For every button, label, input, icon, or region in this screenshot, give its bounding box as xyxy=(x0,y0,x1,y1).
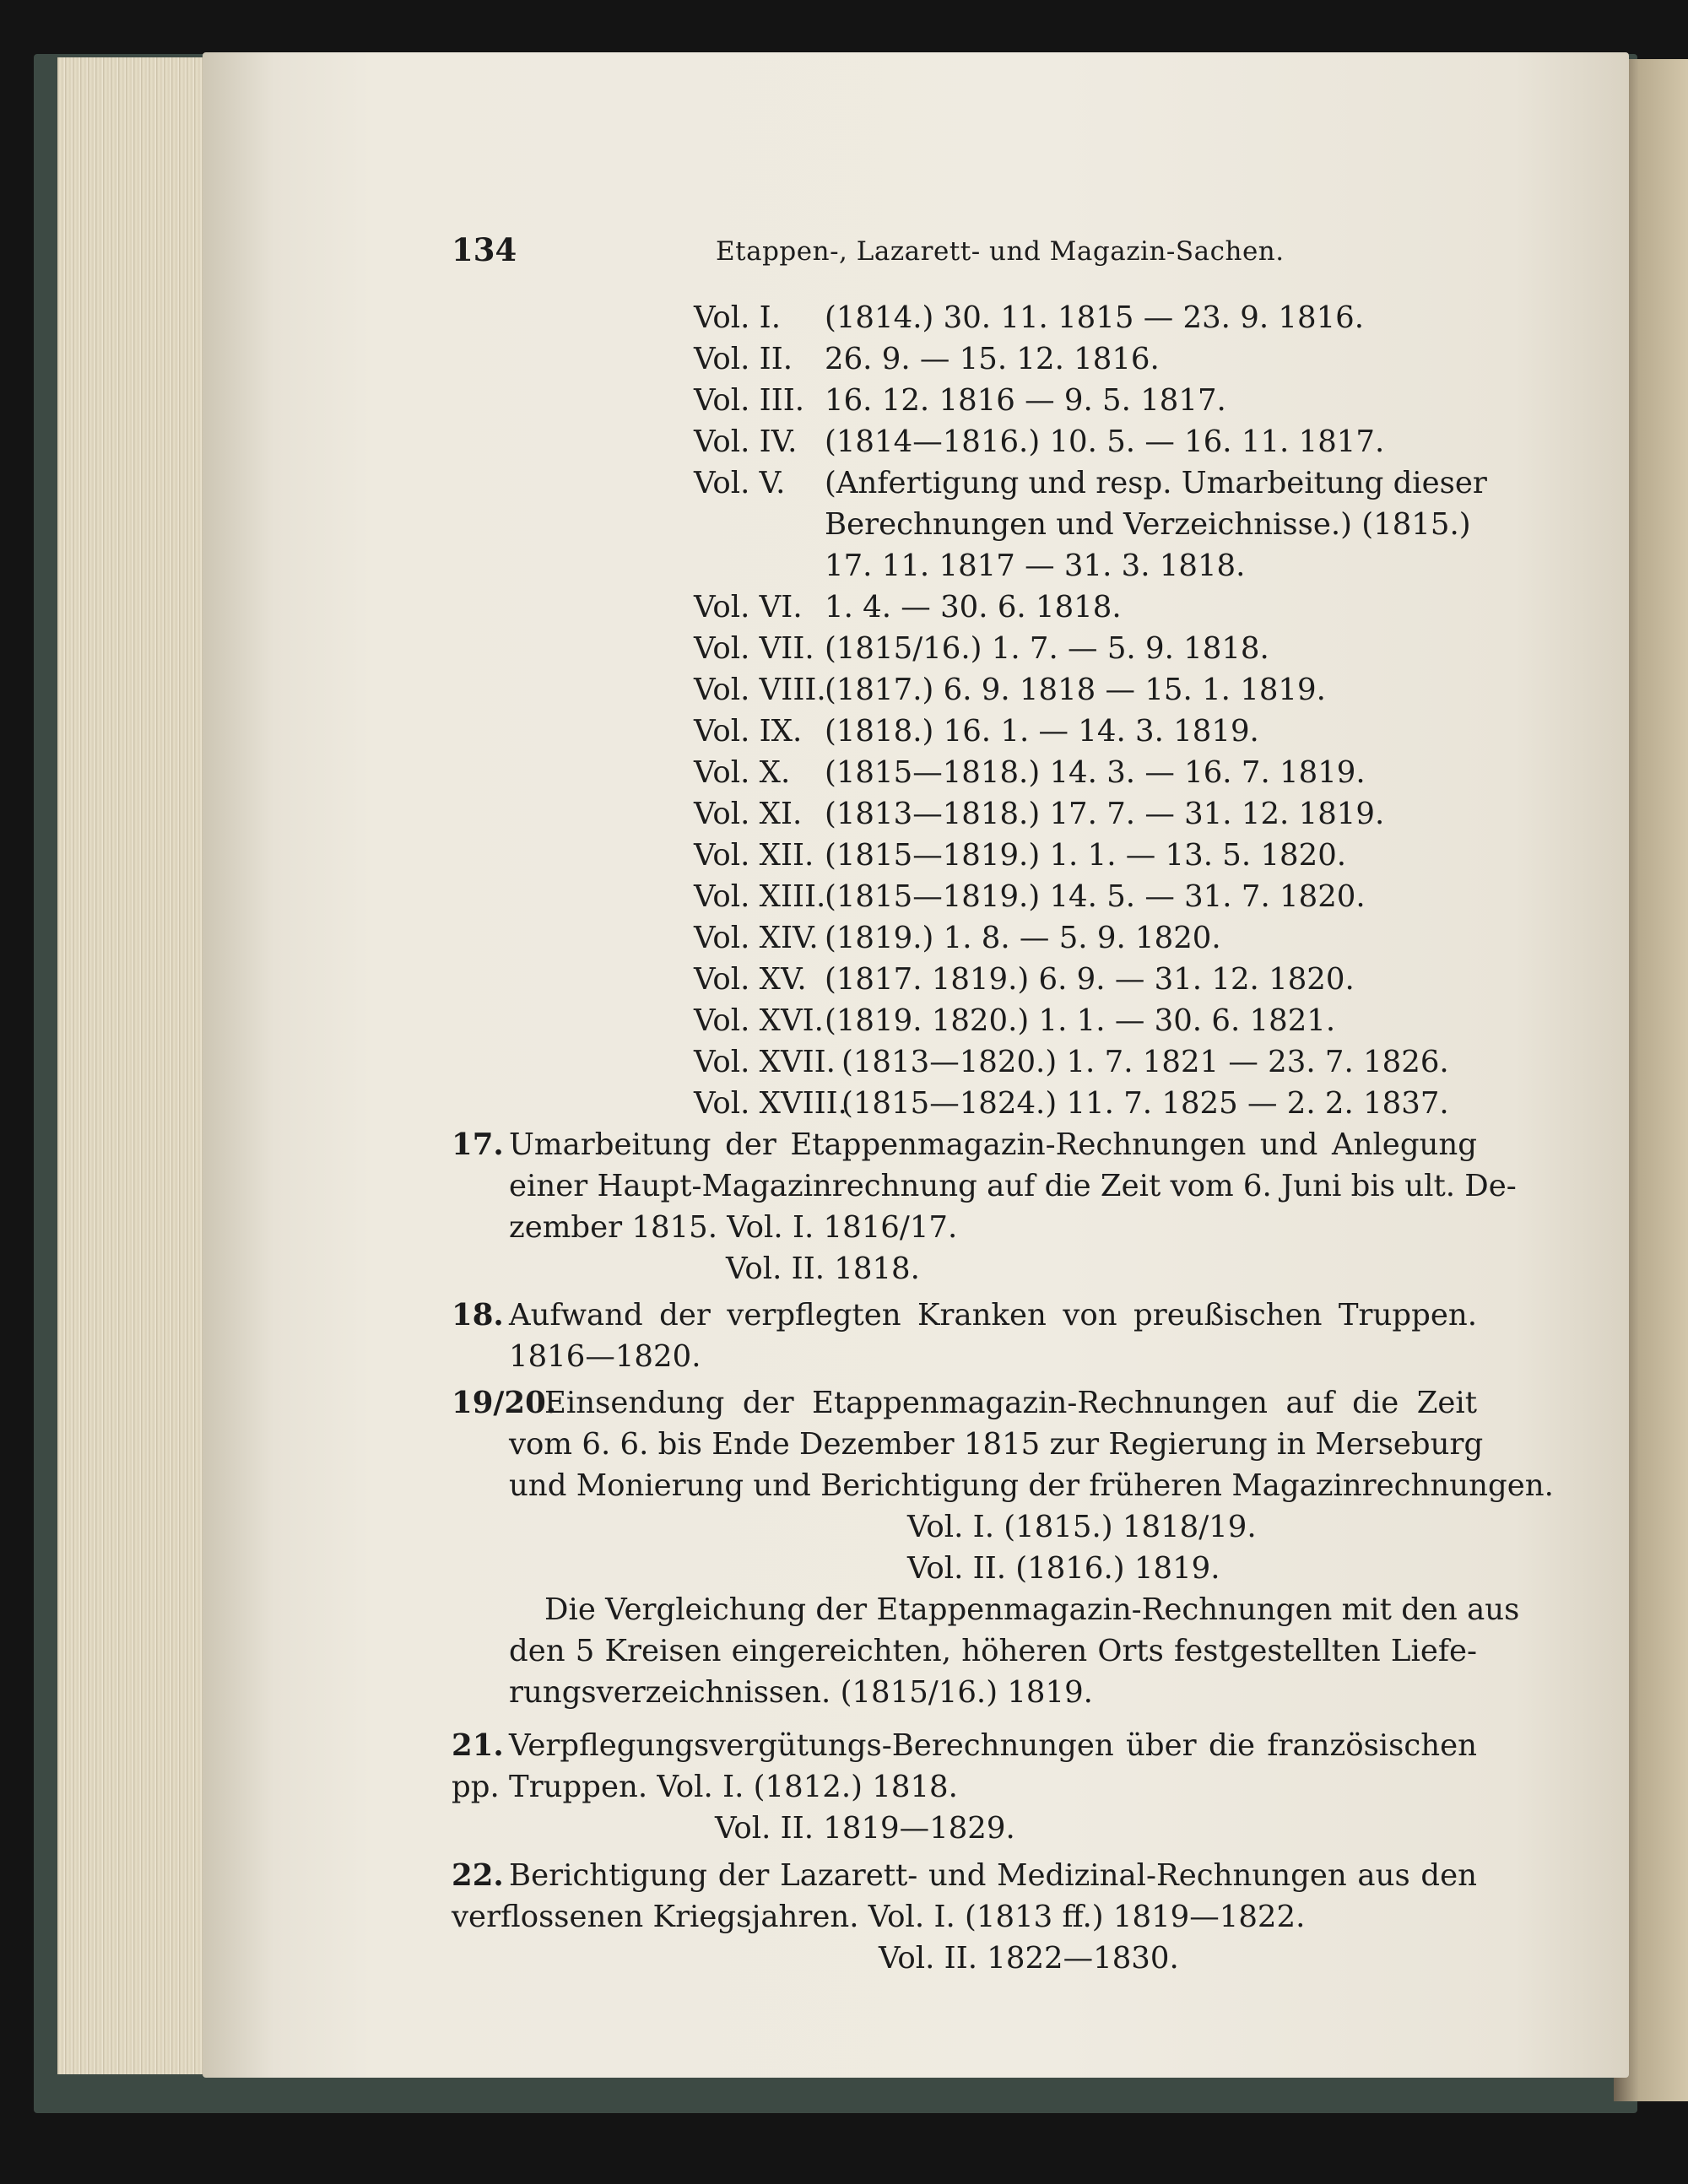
vol-text: 16. 12. 1816 — 9. 5. 1817. xyxy=(825,383,1226,418)
vol-text: (1818.) 16. 1. — 14. 3. 1819. xyxy=(825,714,1259,749)
entry-text-line: zember 1815. Vol. I. 1816/17. xyxy=(509,1210,958,1245)
entry-number: 22. xyxy=(452,1858,504,1893)
entry-text-line: 1816—1820. xyxy=(509,1339,701,1374)
entry-text-line: vom 6. 6. bis Ende Dezember 1815 zur Regierung in Merseburg xyxy=(509,1427,1484,1462)
vol-label: Vol. XIII. xyxy=(694,879,826,914)
vol-label: Vol. VII. xyxy=(694,631,814,666)
entry-text-line: Einsendung der Etappenmagazin-Rechnungen auf die Zeit xyxy=(544,1386,1477,1420)
vol-text: 26. 9. — 15. 12. 1816. xyxy=(825,342,1160,376)
entry-number: 18. xyxy=(452,1298,504,1333)
vol-label: Vol. XII. xyxy=(694,838,814,873)
vol-label: Vol. VIII. xyxy=(694,673,826,707)
entry-text-line: den 5 Kreisen eingereichten, höheren Orts festgestellten Liefe- xyxy=(509,1634,1477,1668)
entry-text-line: Aufwand der verpflegten Kranken von preußischen Truppen. xyxy=(509,1298,1477,1333)
vol-label: Vol. XIV. xyxy=(694,921,819,955)
vol-text: (1815—1818.) 14. 3. — 16. 7. 1819. xyxy=(825,755,1366,790)
entry-number: 21. xyxy=(452,1728,504,1763)
entry-text-line: einer Haupt-Magazinrechnung auf die Zeit vom 6. Juni bis ult. De- xyxy=(509,1169,1517,1203)
entry-number: 17. xyxy=(452,1127,504,1162)
entry-text-line: Umarbeitung der Etappenmagazin-Rechnungen und Anlegung xyxy=(509,1127,1477,1162)
vol-label: Vol. IV. xyxy=(694,424,798,459)
entry-text-line: Vol. II. 1818. xyxy=(726,1251,920,1286)
vol-label: Vol. I. xyxy=(694,300,781,335)
vol-label: Vol. II. xyxy=(694,342,793,376)
vol-text: (1819.) 1. 8. — 5. 9. 1820. xyxy=(825,921,1221,955)
running-title: Etappen-, Lazarett- und Magazin-Sachen. xyxy=(716,236,1285,267)
entry-text-line: Vol. II. 1822—1830. xyxy=(879,1941,1179,1976)
vol-text: (1814—1816.) 10. 5. — 16. 11. 1817. xyxy=(825,424,1385,459)
vol-text: (1815—1824.) 11. 7. 1825 — 2. 2. 1837. xyxy=(841,1086,1449,1121)
entry-text-line: Verpflegungsvergütungs-Berechnungen über die französischen xyxy=(509,1728,1477,1763)
vol-text: (1817.) 6. 9. 1818 — 15. 1. 1819. xyxy=(825,673,1326,707)
vol-text: (1815—1819.) 14. 5. — 31. 7. 1820. xyxy=(825,879,1366,914)
entry-text-line: Vol. II. 1819—1829. xyxy=(715,1811,1015,1846)
entry-text-line: Vol. II. (1816.) 1819. xyxy=(907,1551,1220,1586)
vol-label: Vol. III. xyxy=(694,383,805,418)
entry-text-line: verflossenen Kriegsjahren. Vol. I. (1813 ff.) 1819—1822. xyxy=(452,1900,1306,1934)
entry-text-line: Vol. I. (1815.) 1818/19. xyxy=(907,1510,1257,1544)
vol-label: Vol. XI. xyxy=(694,797,803,831)
entry-text-line: rungsverzeichnissen. (1815/16.) 1819. xyxy=(509,1675,1093,1710)
vol-text: (1815—1819.) 1. 1. — 13. 5. 1820. xyxy=(825,838,1347,873)
vol-label: Vol. X. xyxy=(694,755,791,790)
page-edges xyxy=(57,57,226,2074)
entry-text-line: Die Vergleichung der Etappenmagazin-Rechnungen mit den aus xyxy=(544,1592,1520,1627)
page-content xyxy=(452,230,1554,1976)
vol-label: Vol. IX. xyxy=(694,714,803,749)
entry-text-line: Berichtigung der Lazarett- und Medizinal-Rechnungen aus den xyxy=(509,1858,1477,1893)
vol-text: (1815/16.) 1. 7. — 5. 9. 1818. xyxy=(825,631,1269,666)
vol-text: 1. 4. — 30. 6. 1818. xyxy=(825,590,1122,624)
vol-label: Vol. XVI. xyxy=(694,1003,824,1038)
entry-number: 19/20. xyxy=(452,1386,557,1420)
page-number: 134 xyxy=(452,231,517,268)
vol-text: (Anfertigung und resp. Umarbeitung dieser xyxy=(825,466,1487,500)
vol-text: (1814.) 30. 11. 1815 — 23. 9. 1816. xyxy=(825,300,1365,335)
vol-label: Vol. VI. xyxy=(694,590,803,624)
vol-text: (1813—1818.) 17. 7. — 31. 12. 1819. xyxy=(825,797,1385,831)
vol-text: (1817. 1819.) 6. 9. — 31. 12. 1820. xyxy=(825,962,1355,997)
vol-label: Vol. XV. xyxy=(694,962,807,997)
entry-text-line: pp. Truppen. Vol. I. (1812.) 1818. xyxy=(452,1770,958,1804)
vol-text: (1819. 1820.) 1. 1. — 30. 6. 1821. xyxy=(825,1003,1336,1038)
entry-text-line: und Monierung und Berichtigung der früheren Magazinrechnungen. xyxy=(509,1468,1554,1503)
vol-label: Vol. V. xyxy=(694,466,786,500)
vol-label: Vol. XVII. xyxy=(694,1045,836,1079)
vol-label: Vol. XVIII. xyxy=(694,1086,847,1121)
vol-text: Berechnungen und Verzeichnisse.) (1815.) xyxy=(825,507,1471,542)
vol-text: (1813—1820.) 1. 7. 1821 — 23. 7. 1826. xyxy=(841,1045,1449,1079)
vol-text: 17. 11. 1817 — 31. 3. 1818. xyxy=(825,549,1246,583)
